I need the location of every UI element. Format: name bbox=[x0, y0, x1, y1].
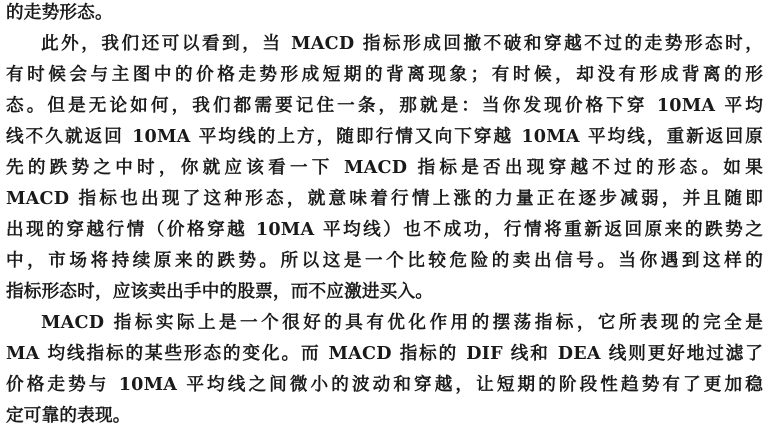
text-line: 出现的穿越行情（价格穿越 10MA 平均线）也不成功，行情将重新返回原来的跌势之 bbox=[6, 219, 763, 240]
text-line: 价格走势与 10MA 平均线之间微小的波动和穿越，让短期的阶段性趋势有了更加稳 bbox=[6, 374, 763, 395]
text-line: 此外，我们还可以看到，当 MACD 指标形成回撤不破和穿越不过的走势形态时， bbox=[41, 33, 763, 54]
text-line: 中，市场将持续原来的跌势。所以这是一个比较危险的卖出信号。当你遇到这样的 bbox=[6, 250, 763, 271]
text-line: 指标形态时，应该卖出手中的股票，而不应激进买入。 bbox=[6, 281, 434, 302]
text-line: MA 均线指标的某些形态的变化。而 MACD 指标的 DIF 线和 DEA 线则更好地过滤了 bbox=[6, 343, 763, 364]
text-line: 的走势形态。 bbox=[6, 2, 113, 23]
text-line: MACD 指标也出现了这种形态，就意味着行情上涨的力量正在逐步减弱，并且随即 bbox=[6, 188, 763, 209]
text-line: MACD 指标实际上是一个很好的具有优化作用的摆荡指标，它所表现的完全是 bbox=[41, 312, 763, 333]
text-line: 定可靠的表现。 bbox=[6, 405, 131, 426]
text-line: 先的跌势之中时，你就应该看一下 MACD 指标是否出现穿越不过的形态。如果 bbox=[6, 157, 763, 178]
text-line: 线不久就返回 10MA 平均线的上方，随即行情又向下穿越 10MA 平均线，重新返回原 bbox=[6, 126, 763, 147]
text-line: 有时候会与主图中的价格走势形成短期的背离现象；有时候，却没有形成背离的形 bbox=[6, 64, 763, 85]
text-line: 态。但是无论如何，我们都需要记住一条，那就是：当你发现价格下穿 10MA 平均 bbox=[6, 95, 763, 116]
